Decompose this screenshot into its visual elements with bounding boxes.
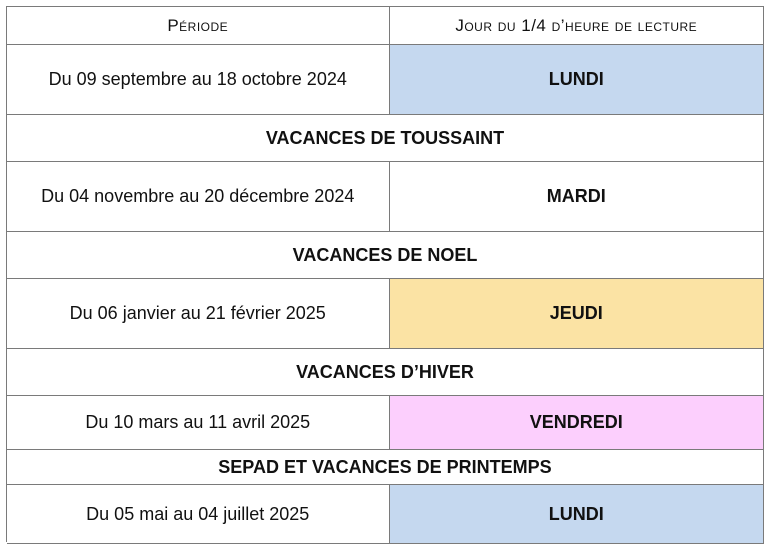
break-row (7, 232, 764, 279)
holiday-label: VACANCES DE NOEL (7, 232, 764, 279)
table-row (7, 485, 764, 544)
break-row (7, 349, 764, 396)
holiday-label: VACANCES DE TOUSSAINT (7, 115, 764, 162)
schedule-table (6, 6, 764, 542)
break-row (7, 115, 764, 162)
holiday-label: VACANCES D’HIVER (7, 349, 764, 396)
day-cell: JEUDI (390, 279, 765, 349)
table-row (7, 396, 764, 450)
period-cell: Du 10 mars au 11 avril 2025 (7, 396, 390, 450)
period-cell: Du 04 novembre au 20 décembre 2024 (7, 162, 390, 232)
period-cell: Du 05 mai au 04 juillet 2025 (7, 485, 390, 544)
table-row (7, 279, 764, 349)
header-period: Période (7, 7, 390, 45)
period-cell: Du 06 janvier au 21 février 2025 (7, 279, 390, 349)
header-reading-day: Jour du 1/4 d’heure de lecture (390, 7, 765, 45)
day-cell: LUNDI (390, 45, 765, 115)
break-row (7, 450, 764, 485)
day-cell: LUNDI (390, 485, 765, 544)
header-row (7, 7, 764, 45)
holiday-label: SEPAD ET VACANCES DE PRINTEMPS (7, 450, 764, 485)
table-row (7, 162, 764, 232)
day-cell: MARDI (390, 162, 765, 232)
day-cell: VENDREDI (390, 396, 765, 450)
period-cell: Du 09 septembre au 18 octobre 2024 (7, 45, 390, 115)
table-row (7, 45, 764, 115)
